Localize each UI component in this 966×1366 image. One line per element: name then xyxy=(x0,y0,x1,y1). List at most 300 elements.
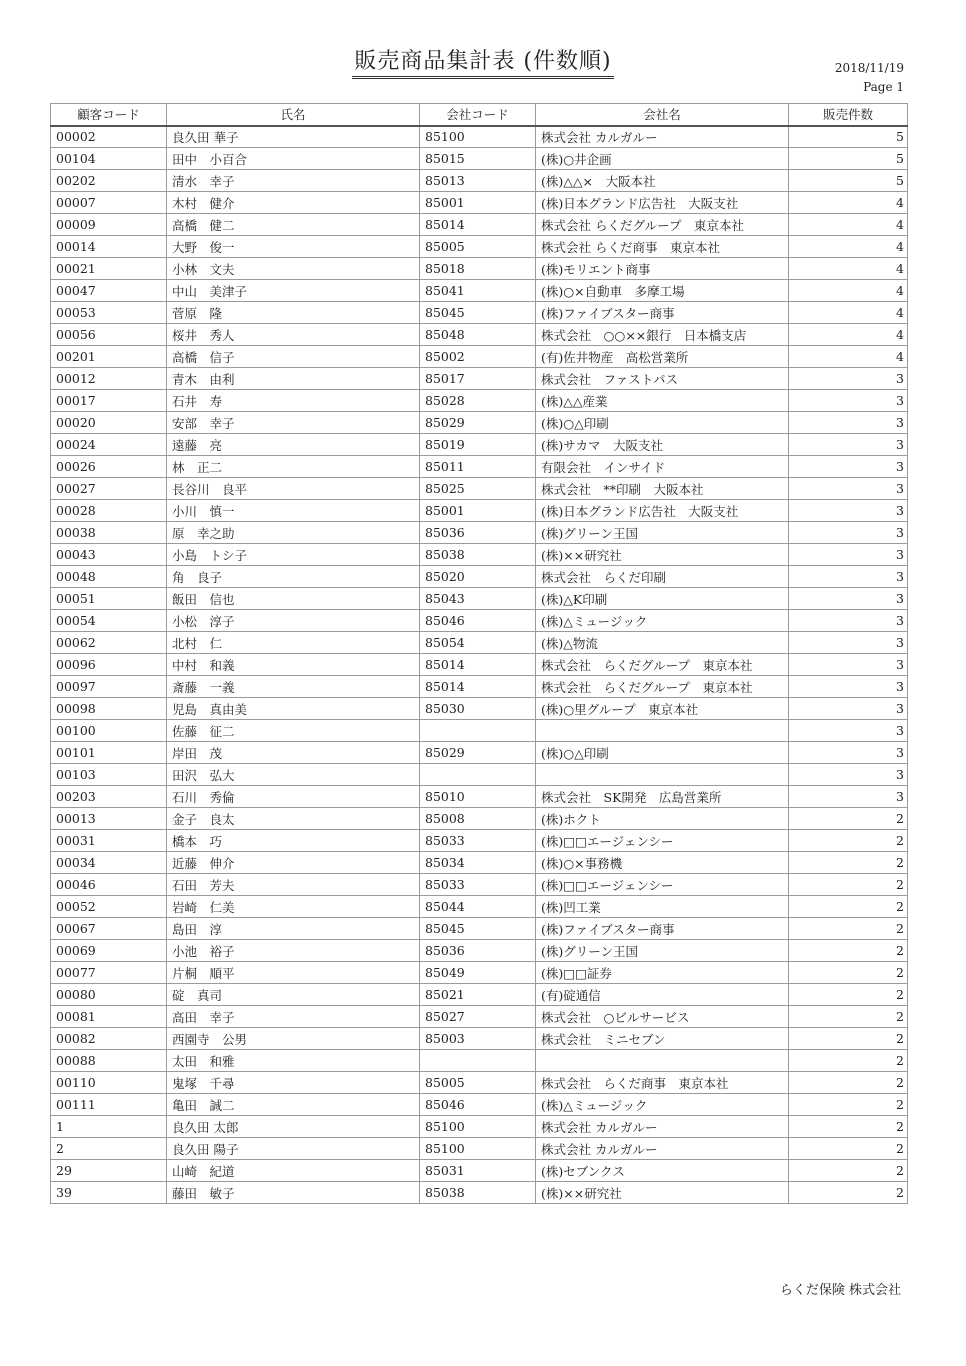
cell-company-code: 85001 xyxy=(420,500,536,522)
table-row xyxy=(51,346,908,368)
cell-name: 碇 真司 xyxy=(167,984,420,1006)
cell-customer-code: 39 xyxy=(51,1182,167,1204)
cell-company-code: 85033 xyxy=(420,830,536,852)
cell-sales-count: 3 xyxy=(789,456,908,478)
cell-company-code: 85025 xyxy=(420,478,536,500)
cell-company-code xyxy=(420,764,536,786)
cell-customer-code: 00043 xyxy=(51,544,167,566)
cell-sales-count: 2 xyxy=(789,1050,908,1072)
cell-name: 小林 文夫 xyxy=(167,258,420,280)
cell-name: 小島 トシ子 xyxy=(167,544,420,566)
table-row xyxy=(51,478,908,500)
cell-sales-count: 2 xyxy=(789,830,908,852)
cell-customer-code: 00048 xyxy=(51,566,167,588)
table-body xyxy=(51,126,908,1204)
cell-name: 小川 慎一 xyxy=(167,500,420,522)
cell-company-code: 85043 xyxy=(420,588,536,610)
cell-company-code: 85044 xyxy=(420,896,536,918)
cell-name: 金子 良太 xyxy=(167,808,420,830)
cell-sales-count: 3 xyxy=(789,390,908,412)
cell-company-name: (株)凹工業 xyxy=(536,896,789,918)
cell-sales-count: 3 xyxy=(789,478,908,500)
cell-sales-count: 2 xyxy=(789,1116,908,1138)
table-row xyxy=(51,1138,908,1160)
cell-company-code: 85028 xyxy=(420,390,536,412)
cell-customer-code: 00034 xyxy=(51,852,167,874)
table-header-row xyxy=(51,104,908,126)
cell-customer-code: 00014 xyxy=(51,236,167,258)
cell-sales-count: 3 xyxy=(789,544,908,566)
cell-company-code: 85036 xyxy=(420,522,536,544)
table-row xyxy=(51,742,908,764)
cell-sales-count: 2 xyxy=(789,1072,908,1094)
cell-customer-code: 00056 xyxy=(51,324,167,346)
cell-name: 菅原 隆 xyxy=(167,302,420,324)
cell-company-name: (株)□□エージェンシー xyxy=(536,874,789,896)
cell-company-code: 85100 xyxy=(420,126,536,148)
cell-customer-code: 00069 xyxy=(51,940,167,962)
cell-sales-count: 2 xyxy=(789,896,908,918)
cell-name: 遠藤 亮 xyxy=(167,434,420,456)
cell-name: 岸田 茂 xyxy=(167,742,420,764)
cell-name: 田沢 弘大 xyxy=(167,764,420,786)
cell-customer-code: 00111 xyxy=(51,1094,167,1116)
cell-customer-code: 00024 xyxy=(51,434,167,456)
table-row xyxy=(51,896,908,918)
cell-customer-code: 00101 xyxy=(51,742,167,764)
cell-company-name: (株)○井企画 xyxy=(536,148,789,170)
company-footer: らくだ保険 株式会社 xyxy=(779,1283,901,1298)
table-row xyxy=(51,1116,908,1138)
cell-sales-count: 3 xyxy=(789,764,908,786)
table-row xyxy=(51,192,908,214)
cell-company-code: 85013 xyxy=(420,170,536,192)
table-row xyxy=(51,808,908,830)
table-row xyxy=(51,830,908,852)
cell-company-name: 株式会社 らくだグループ 東京本社 xyxy=(536,676,789,698)
table-row xyxy=(51,940,908,962)
cell-company-name: (有)佐井物産 高松営業所 xyxy=(536,346,789,368)
cell-customer-code: 00031 xyxy=(51,830,167,852)
header-name: 氏名 xyxy=(167,104,420,126)
cell-name: 良久田 陽子 xyxy=(167,1138,420,1160)
cell-company-code: 85031 xyxy=(420,1160,536,1182)
cell-name: 桜井 秀人 xyxy=(167,324,420,346)
cell-company-code: 85010 xyxy=(420,786,536,808)
cell-company-code: 85038 xyxy=(420,1182,536,1204)
cell-customer-code: 1 xyxy=(51,1116,167,1138)
cell-company-code xyxy=(420,720,536,742)
cell-company-code: 85049 xyxy=(420,962,536,984)
cell-company-name: (株)△ミュージック xyxy=(536,1094,789,1116)
cell-customer-code: 00007 xyxy=(51,192,167,214)
cell-customer-code: 00067 xyxy=(51,918,167,940)
cell-sales-count: 2 xyxy=(789,1006,908,1028)
cell-company-name: 株式会社 ○ビルサービス xyxy=(536,1006,789,1028)
cell-customer-code: 00103 xyxy=(51,764,167,786)
cell-company-name xyxy=(536,1050,789,1072)
cell-company-code: 85014 xyxy=(420,214,536,236)
table-row xyxy=(51,566,908,588)
cell-sales-count: 3 xyxy=(789,412,908,434)
cell-company-code: 85030 xyxy=(420,698,536,720)
cell-customer-code: 00009 xyxy=(51,214,167,236)
cell-name: 良久田 華子 xyxy=(167,126,420,148)
cell-customer-code: 2 xyxy=(51,1138,167,1160)
cell-sales-count: 4 xyxy=(789,192,908,214)
cell-company-name: (株)日本グランド広告社 大阪支社 xyxy=(536,500,789,522)
cell-company-code: 85048 xyxy=(420,324,536,346)
cell-sales-count: 3 xyxy=(789,654,908,676)
cell-company-code: 85005 xyxy=(420,236,536,258)
cell-company-code: 85100 xyxy=(420,1138,536,1160)
cell-name: 岩崎 仁美 xyxy=(167,896,420,918)
cell-customer-code: 00077 xyxy=(51,962,167,984)
cell-company-code xyxy=(420,1050,536,1072)
cell-sales-count: 3 xyxy=(789,588,908,610)
table-row xyxy=(51,236,908,258)
cell-company-code: 85014 xyxy=(420,654,536,676)
table-row xyxy=(51,720,908,742)
cell-sales-count: 4 xyxy=(789,346,908,368)
cell-company-name: (株)□□証券 xyxy=(536,962,789,984)
cell-name: 清水 幸子 xyxy=(167,170,420,192)
cell-name: 児島 真由美 xyxy=(167,698,420,720)
cell-company-name: (有)碇通信 xyxy=(536,984,789,1006)
table-row xyxy=(51,1094,908,1116)
cell-company-name: 株式会社 SK開発 広島営業所 xyxy=(536,786,789,808)
cell-name: 近藤 伸介 xyxy=(167,852,420,874)
cell-name: 亀田 誠二 xyxy=(167,1094,420,1116)
cell-company-name: 株式会社 らくだグループ 東京本社 xyxy=(536,214,789,236)
cell-sales-count: 3 xyxy=(789,698,908,720)
cell-customer-code: 00020 xyxy=(51,412,167,434)
cell-company-name: (株)△△× 大阪本社 xyxy=(536,170,789,192)
cell-company-name: 株式会社 らくだ商事 東京本社 xyxy=(536,236,789,258)
cell-customer-code: 00027 xyxy=(51,478,167,500)
cell-sales-count: 2 xyxy=(789,1160,908,1182)
cell-customer-code: 00110 xyxy=(51,1072,167,1094)
cell-customer-code: 00080 xyxy=(51,984,167,1006)
cell-customer-code: 29 xyxy=(51,1160,167,1182)
table-row xyxy=(51,962,908,984)
cell-company-code: 85005 xyxy=(420,1072,536,1094)
cell-company-code: 85100 xyxy=(420,1116,536,1138)
cell-sales-count: 5 xyxy=(789,148,908,170)
cell-name: 林 正二 xyxy=(167,456,420,478)
cell-sales-count: 4 xyxy=(789,280,908,302)
cell-customer-code: 00021 xyxy=(51,258,167,280)
cell-name: 石田 芳夫 xyxy=(167,874,420,896)
table-row xyxy=(51,654,908,676)
cell-name: 青木 由利 xyxy=(167,368,420,390)
cell-sales-count: 3 xyxy=(789,632,908,654)
cell-customer-code: 00047 xyxy=(51,280,167,302)
cell-name: 鬼塚 千尋 xyxy=(167,1072,420,1094)
cell-sales-count: 3 xyxy=(789,500,908,522)
cell-company-code: 85034 xyxy=(420,852,536,874)
cell-name: 大野 俊一 xyxy=(167,236,420,258)
cell-customer-code: 00098 xyxy=(51,698,167,720)
cell-sales-count: 2 xyxy=(789,852,908,874)
cell-company-name: (株)セブンクス xyxy=(536,1160,789,1182)
cell-name: 北村 仁 xyxy=(167,632,420,654)
cell-customer-code: 00012 xyxy=(51,368,167,390)
cell-name: 飯田 信也 xyxy=(167,588,420,610)
cell-name: 高橋 健二 xyxy=(167,214,420,236)
cell-customer-code: 00081 xyxy=(51,1006,167,1028)
cell-company-code: 85027 xyxy=(420,1006,536,1028)
cell-company-name: 株式会社 ファストパス xyxy=(536,368,789,390)
cell-company-name: (株)ホクト xyxy=(536,808,789,830)
cell-name: 高橋 信子 xyxy=(167,346,420,368)
table-row xyxy=(51,632,908,654)
cell-company-code: 85015 xyxy=(420,148,536,170)
cell-company-code: 85029 xyxy=(420,742,536,764)
cell-name: 高田 幸子 xyxy=(167,1006,420,1028)
page-number: Page 1 xyxy=(863,80,904,94)
cell-company-name: (株)グリーン王国 xyxy=(536,940,789,962)
cell-company-code: 85045 xyxy=(420,918,536,940)
cell-sales-count: 3 xyxy=(789,786,908,808)
cell-company-name: (株)○△印刷 xyxy=(536,412,789,434)
cell-company-name: (株)ファイブスター商事 xyxy=(536,302,789,324)
cell-customer-code: 00104 xyxy=(51,148,167,170)
cell-company-code: 85036 xyxy=(420,940,536,962)
cell-company-code: 85020 xyxy=(420,566,536,588)
table-row xyxy=(51,1028,908,1050)
cell-company-code: 85045 xyxy=(420,302,536,324)
cell-name: 橋本 巧 xyxy=(167,830,420,852)
cell-customer-code: 00053 xyxy=(51,302,167,324)
cell-name: 西園寺 公男 xyxy=(167,1028,420,1050)
summary-table xyxy=(50,103,908,1204)
cell-name: 山崎 紀道 xyxy=(167,1160,420,1182)
cell-sales-count: 2 xyxy=(789,808,908,830)
cell-sales-count: 2 xyxy=(789,874,908,896)
cell-name: 中村 和義 xyxy=(167,654,420,676)
cell-customer-code: 00013 xyxy=(51,808,167,830)
table-row xyxy=(51,874,908,896)
cell-sales-count: 2 xyxy=(789,984,908,1006)
cell-name: 片桐 順平 xyxy=(167,962,420,984)
cell-customer-code: 00201 xyxy=(51,346,167,368)
cell-customer-code: 00026 xyxy=(51,456,167,478)
cell-sales-count: 4 xyxy=(789,258,908,280)
cell-company-name: (株)ファイブスター商事 xyxy=(536,918,789,940)
cell-company-name: (株)日本グランド広告社 大阪支社 xyxy=(536,192,789,214)
cell-company-code: 85014 xyxy=(420,676,536,698)
cell-company-name: 株式会社 らくだグループ 東京本社 xyxy=(536,654,789,676)
cell-company-code: 85041 xyxy=(420,280,536,302)
cell-sales-count: 4 xyxy=(789,302,908,324)
cell-sales-count: 2 xyxy=(789,1094,908,1116)
table-row xyxy=(51,522,908,544)
cell-customer-code: 00028 xyxy=(51,500,167,522)
cell-customer-code: 00088 xyxy=(51,1050,167,1072)
report-title: 販売商品集計表 (件数順) xyxy=(0,44,966,79)
cell-sales-count: 5 xyxy=(789,170,908,192)
header-customer-code: 顧客コード xyxy=(51,104,167,126)
cell-customer-code: 00038 xyxy=(51,522,167,544)
table-row xyxy=(51,1006,908,1028)
table-row xyxy=(51,852,908,874)
cell-company-name xyxy=(536,764,789,786)
cell-company-name: (株)○△印刷 xyxy=(536,742,789,764)
cell-company-name: (株)××研究社 xyxy=(536,544,789,566)
table-row xyxy=(51,170,908,192)
table-row xyxy=(51,544,908,566)
header-company-code: 会社コード xyxy=(420,104,536,126)
cell-name: 長谷川 良平 xyxy=(167,478,420,500)
table-row xyxy=(51,786,908,808)
cell-customer-code: 00203 xyxy=(51,786,167,808)
cell-company-name: 株式会社 らくだ商事 東京本社 xyxy=(536,1072,789,1094)
table-row xyxy=(51,126,908,148)
cell-company-code: 85008 xyxy=(420,808,536,830)
cell-company-code: 85046 xyxy=(420,1094,536,1116)
cell-customer-code: 00017 xyxy=(51,390,167,412)
cell-company-code: 85021 xyxy=(420,984,536,1006)
cell-customer-code: 00096 xyxy=(51,654,167,676)
cell-company-code: 85018 xyxy=(420,258,536,280)
table-row xyxy=(51,500,908,522)
cell-sales-count: 2 xyxy=(789,940,908,962)
cell-sales-count: 3 xyxy=(789,434,908,456)
table-row xyxy=(51,368,908,390)
table-row xyxy=(51,148,908,170)
table-row xyxy=(51,698,908,720)
cell-customer-code: 00046 xyxy=(51,874,167,896)
cell-name: 原 幸之助 xyxy=(167,522,420,544)
cell-name: 石井 寿 xyxy=(167,390,420,412)
cell-name: 良久田 太郎 xyxy=(167,1116,420,1138)
cell-customer-code: 00052 xyxy=(51,896,167,918)
cell-company-name: (株)○×自動車 多摩工場 xyxy=(536,280,789,302)
cell-company-name: 株式会社 カルガルー xyxy=(536,1116,789,1138)
cell-company-name: (株)△K印刷 xyxy=(536,588,789,610)
table-row xyxy=(51,1072,908,1094)
table-row xyxy=(51,610,908,632)
cell-customer-code: 00054 xyxy=(51,610,167,632)
cell-sales-count: 3 xyxy=(789,566,908,588)
cell-name: 藤田 敏子 xyxy=(167,1182,420,1204)
table-row xyxy=(51,764,908,786)
cell-name: 斎藤 一義 xyxy=(167,676,420,698)
cell-sales-count: 5 xyxy=(789,126,908,148)
cell-company-code: 85001 xyxy=(420,192,536,214)
table-row xyxy=(51,456,908,478)
cell-company-code: 85011 xyxy=(420,456,536,478)
table-row xyxy=(51,302,908,324)
header-company-name: 会社名 xyxy=(536,104,789,126)
cell-company-name: 有限会社 インサイド xyxy=(536,456,789,478)
cell-name: 小松 淳子 xyxy=(167,610,420,632)
table-row xyxy=(51,214,908,236)
cell-sales-count: 4 xyxy=(789,324,908,346)
cell-name: 太田 和雅 xyxy=(167,1050,420,1072)
cell-name: 佐藤 征二 xyxy=(167,720,420,742)
cell-company-name: (株)サカマ 大阪支社 xyxy=(536,434,789,456)
cell-name: 木村 健介 xyxy=(167,192,420,214)
cell-company-name: (株)○×事務機 xyxy=(536,852,789,874)
cell-company-name: (株)□□エージェンシー xyxy=(536,830,789,852)
cell-company-name: (株)モリエント商事 xyxy=(536,258,789,280)
cell-sales-count: 4 xyxy=(789,214,908,236)
cell-name: 中山 美津子 xyxy=(167,280,420,302)
table-row xyxy=(51,280,908,302)
cell-customer-code: 00202 xyxy=(51,170,167,192)
cell-company-code: 85046 xyxy=(420,610,536,632)
cell-sales-count: 3 xyxy=(789,742,908,764)
cell-customer-code: 00062 xyxy=(51,632,167,654)
table-row xyxy=(51,918,908,940)
cell-company-code: 85017 xyxy=(420,368,536,390)
cell-company-code: 85038 xyxy=(420,544,536,566)
table-row xyxy=(51,434,908,456)
table-row xyxy=(51,1182,908,1204)
table-row xyxy=(51,258,908,280)
cell-name: 島田 淳 xyxy=(167,918,420,940)
cell-name: 田中 小百合 xyxy=(167,148,420,170)
cell-name: 小池 裕子 xyxy=(167,940,420,962)
cell-company-name: 株式会社 カルガルー xyxy=(536,1138,789,1160)
cell-company-name: 株式会社 **印刷 大阪本社 xyxy=(536,478,789,500)
cell-company-name: 株式会社 らくだ印刷 xyxy=(536,566,789,588)
cell-customer-code: 00082 xyxy=(51,1028,167,1050)
cell-company-name: 株式会社 カルガルー xyxy=(536,126,789,148)
cell-company-code: 85003 xyxy=(420,1028,536,1050)
cell-company-code: 85054 xyxy=(420,632,536,654)
cell-sales-count: 2 xyxy=(789,1182,908,1204)
cell-company-name: (株)グリーン王国 xyxy=(536,522,789,544)
cell-sales-count: 3 xyxy=(789,368,908,390)
cell-company-code: 85002 xyxy=(420,346,536,368)
table-row xyxy=(51,1050,908,1072)
cell-company-name: (株)××研究社 xyxy=(536,1182,789,1204)
cell-name: 安部 幸子 xyxy=(167,412,420,434)
cell-company-name: (株)△ミュージック xyxy=(536,610,789,632)
cell-sales-count: 3 xyxy=(789,610,908,632)
cell-sales-count: 2 xyxy=(789,1138,908,1160)
cell-sales-count: 3 xyxy=(789,676,908,698)
cell-company-name: 株式会社 ○○××銀行 日本橋支店 xyxy=(536,324,789,346)
cell-sales-count: 2 xyxy=(789,1028,908,1050)
cell-company-code: 85019 xyxy=(420,434,536,456)
cell-company-name: (株)○里グループ 東京本社 xyxy=(536,698,789,720)
cell-name: 石川 秀倫 xyxy=(167,786,420,808)
table-row xyxy=(51,390,908,412)
cell-customer-code: 00051 xyxy=(51,588,167,610)
report-date: 2018/11/19 xyxy=(834,61,904,75)
table-row xyxy=(51,412,908,434)
cell-sales-count: 2 xyxy=(789,918,908,940)
cell-customer-code: 00100 xyxy=(51,720,167,742)
table-row xyxy=(51,1160,908,1182)
table-row xyxy=(51,984,908,1006)
cell-name: 角 良子 xyxy=(167,566,420,588)
cell-company-name xyxy=(536,720,789,742)
cell-company-code: 85029 xyxy=(420,412,536,434)
cell-customer-code: 00002 xyxy=(51,126,167,148)
cell-sales-count: 4 xyxy=(789,236,908,258)
cell-customer-code: 00097 xyxy=(51,676,167,698)
table-row xyxy=(51,588,908,610)
header-sales-count: 販売件数 xyxy=(789,104,908,126)
cell-company-name: 株式会社 ミニセブン xyxy=(536,1028,789,1050)
table-row xyxy=(51,676,908,698)
cell-sales-count: 2 xyxy=(789,962,908,984)
